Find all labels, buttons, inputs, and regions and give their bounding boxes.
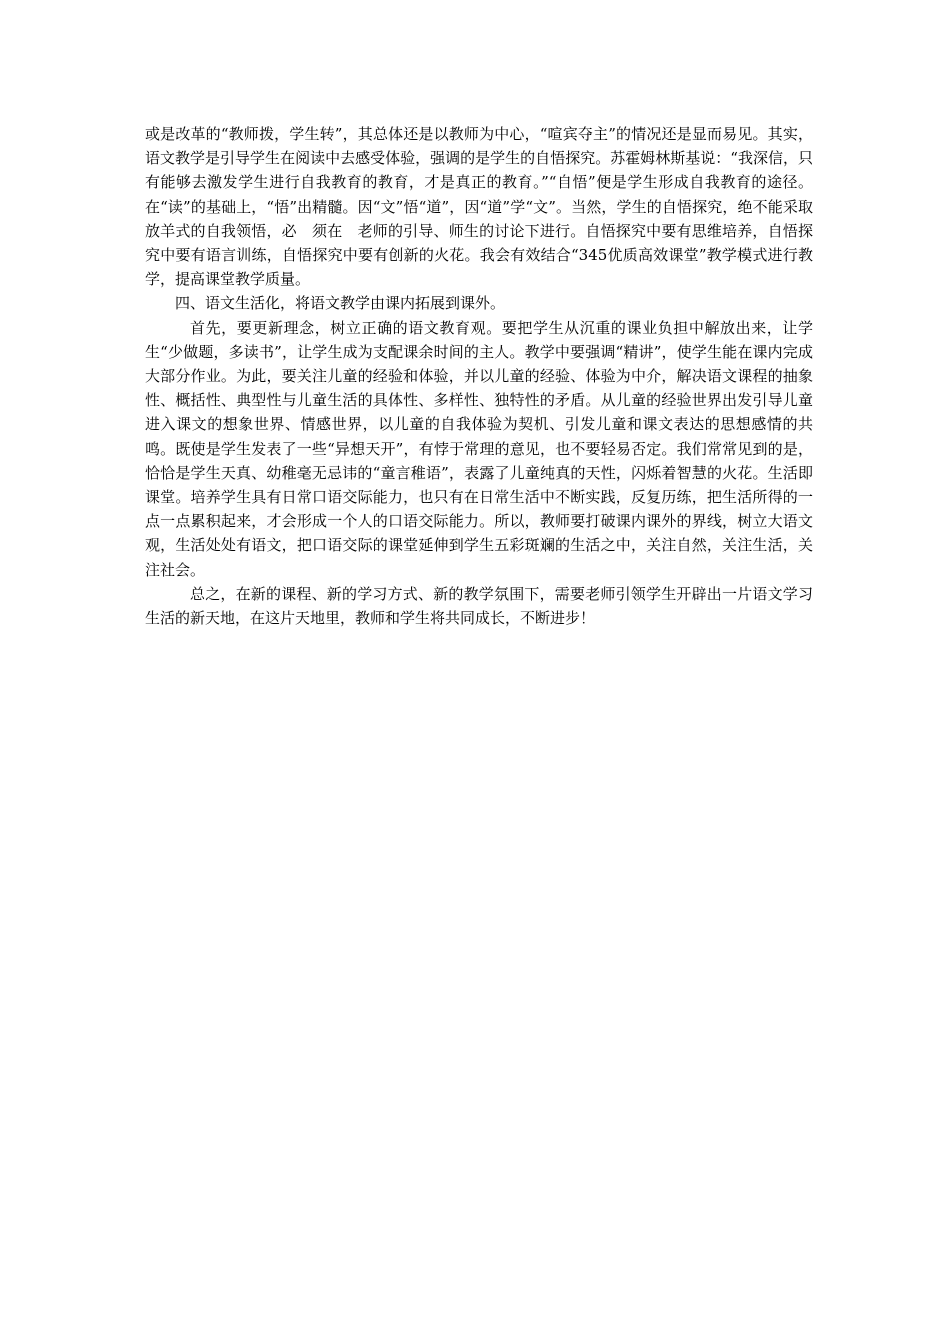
paragraph-continuation: 或是改革的“教师拨，学生转”，其总体还是以教师为中心，“喧宾夺主”的情况还是显而易见。其实，语文教学是引导学生在阅读中去感受体验，强调的是学生的自悟探究。苏霍姆林斯基说：“我深信，只有能够去激发学生进行自我教育的教育，才是真正的教育。”“自悟”便是学生形成自我教育的途径。在“读”的基础上，“悟”出精髓。因“文”悟“道”，因“道”学“文”。当然，学生的自悟探究，绝不能采取放羊式的自我领悟，必 须在 老师的引导、师生的讨论下进行。自悟探究中要有思维培养，自悟探究中要有语言训练，自悟探究中要有创新的火花。我会有效结合“345优质高效课堂”教学模式进行教学，提高课堂教学质量。 <box>145 125 813 289</box>
paragraph-conclusion: 总之，在新的课程、新的学习方式、新的教学氛围下，需要老师引领学生开辟出一片语文学习生活的新天地，在这片天地里，教师和学生将共同成长，不断进步！ <box>145 584 813 628</box>
section-heading-four: 四、语文生活化，将语文教学由课内拓展到课外。 <box>175 294 506 313</box>
document-body <box>145 122 813 630</box>
paragraph-first: 首先，要更新理念，树立正确的语文教育观。要把学生从沉重的课业负担中解放出来，让学生“少做题，多读书”，让学生成为支配课余时间的主人。教学中要强调“精讲”，使学生能在课内完成大部分作业。为此，要关注儿童的经验和体验，并以儿童的经验、体验为中介，解决语文课程的抽象性、概括性、典型性与儿童生活的具体性、多样性、独特性的矛盾。从儿童的经验世界出发引导儿童进入课文的想象世界、情感世界，以儿童的自我体验为契机、引发儿童和课文表达的思想感情的共鸣。既使是学生发表了一些“异想天开”，有悖于常理的意见，也不要轻易否定。我们常常见到的是，恰恰是学生天真、幼稚毫无忌讳的“童言稚语”，表露了儿童纯真的天性，闪烁着智慧的火花。生活即课堂。培养学生具有日常口语交际能力，也只有在日常生活中不断实践，反复历练，把生活所得的一点一点累积起来，才会形成一个人的口语交际能力。所以，教师要打破课内课外的界线，树立大语文观，生活处处有语文，把口语交际的课堂延伸到学生五彩斑斓的生活之中，关注自然，关注生活，关注社会。 <box>145 318 813 579</box>
